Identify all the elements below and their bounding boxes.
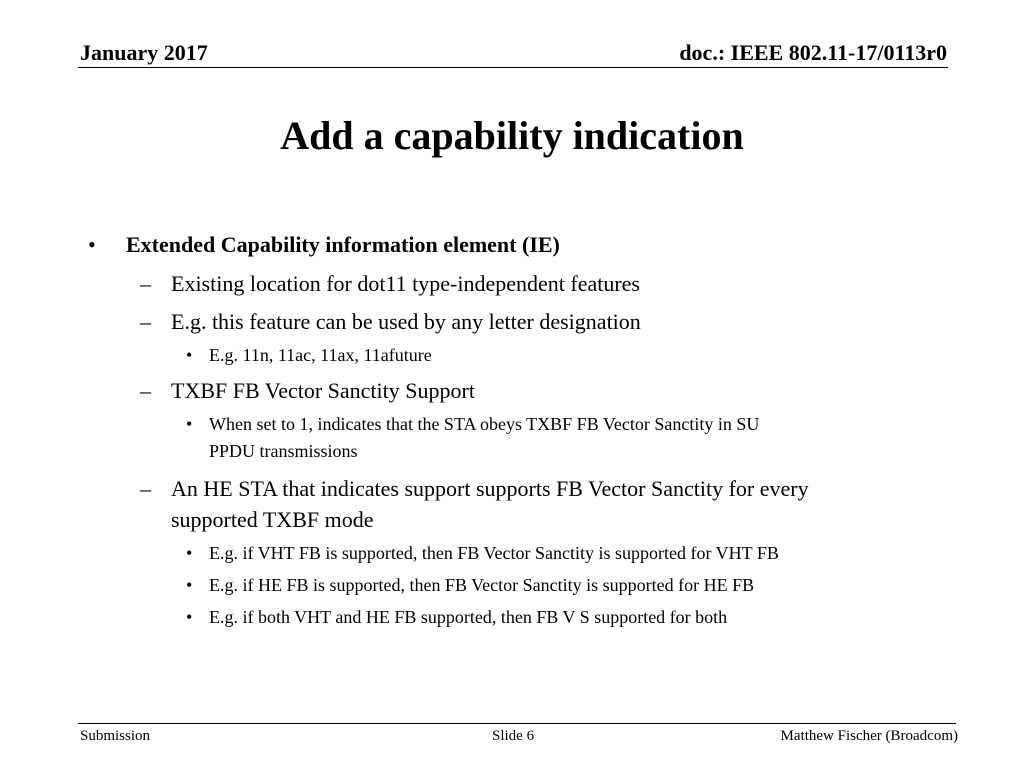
item-set-to-1-line2: PPDU transmissions	[209, 441, 358, 461]
sub-existing-location: Existing location for dot11 type-independent features	[171, 271, 640, 296]
item-he-fb: E.g. if HE FB is supported, then FB Vector Sanctity is supported for HE FB	[209, 575, 755, 595]
footer-slide-number: Slide 6	[492, 728, 535, 744]
item-vht-fb: E.g. if VHT FB is supported, then FB Vector Sanctity is supported for VHT FB	[209, 543, 779, 563]
dash-marker: –	[140, 378, 151, 403]
dash-marker: –	[140, 271, 151, 296]
bullet-extended-capability: Extended Capability information element (IE)	[126, 232, 560, 257]
bullet-marker: •	[186, 414, 193, 434]
item-both-fb: E.g. if both VHT and HE FB supported, then FB V S supported for both	[209, 607, 728, 627]
footer-author: Matthew Fischer (Broadcom)	[780, 728, 958, 744]
header-doc-id: doc.: IEEE 802.11-17/0113r0	[679, 40, 947, 65]
footer-submission: Submission	[80, 728, 151, 744]
bullet-marker: •	[186, 575, 193, 595]
bullet-marker: •	[186, 607, 193, 627]
slide-title: Add a capability indication	[280, 113, 744, 158]
dash-marker: –	[140, 309, 151, 334]
sub-he-sta-line1: An HE STA that indicates support supports FB Vector Sanctity for every	[171, 476, 809, 501]
header-date: January 2017	[80, 40, 208, 65]
item-letter-examples: E.g. 11n, 11ac, 11ax, 11afuture	[209, 345, 432, 365]
bullet-marker: •	[88, 232, 96, 257]
dash-marker: –	[140, 476, 151, 501]
bullet-marker: •	[186, 345, 193, 365]
sub-he-sta-line2: supported TXBF mode	[171, 507, 374, 532]
bullet-marker: •	[186, 543, 193, 563]
footer-rule	[78, 723, 956, 724]
item-set-to-1-line1: When set to 1, indicates that the STA obeys TXBF FB Vector Sanctity in SU	[209, 414, 760, 434]
sub-txbf-support: TXBF FB Vector Sanctity Support	[171, 378, 475, 403]
sub-letter-designation: E.g. this feature can be used by any letter designation	[171, 309, 641, 334]
